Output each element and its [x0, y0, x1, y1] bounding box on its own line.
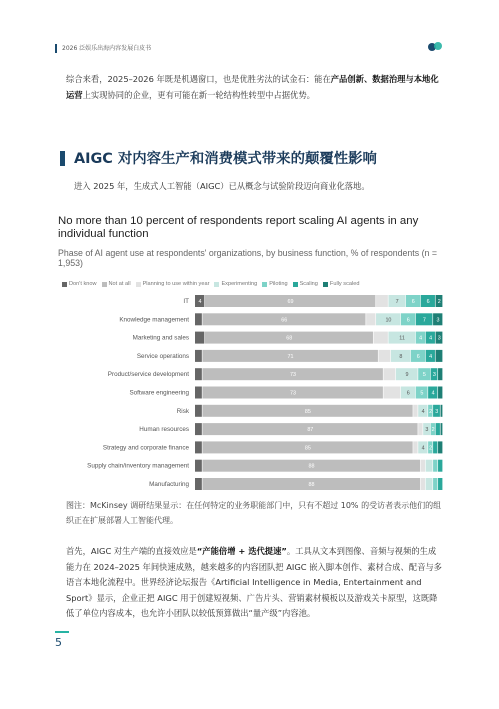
section-accent-bar [60, 151, 65, 166]
intro-text-2: 上实现协同的企业，更有可能在新一轮结构性转型中占据优势。 [82, 89, 315, 100]
bar-value-label: 4 [431, 390, 435, 397]
brand-logo-icon [428, 42, 442, 52]
bar-segment [421, 460, 425, 472]
category-label: Product/service development [107, 371, 189, 379]
legend-label: Scaling [299, 281, 318, 287]
intro-bold: 产品创新、数据治理与本地化运营 [66, 74, 439, 100]
bar-segment [413, 441, 417, 453]
legend-label: Piloting [269, 281, 288, 287]
category-label: Supply chain/inventory management [87, 462, 189, 470]
bar-segment [195, 460, 202, 472]
bar-segment [418, 423, 422, 435]
bar-segment [441, 405, 443, 417]
legend-label: Fully scaled [329, 281, 360, 287]
bar-value-label: 5 [422, 372, 426, 379]
bar-value-label: 3 [436, 317, 440, 324]
section-subtitle: 进入 2025 年，生成式人工智能（AIGC）已从概念与试验阶段迈向商业化落地。 [74, 181, 370, 191]
header-accent-bar [55, 44, 57, 53]
bar-value-label: 4 [429, 353, 433, 360]
body-text-1: 首先，AIGC 对生产端的直接效应是 [66, 546, 197, 556]
intro-paragraph [66, 72, 444, 103]
figure-caption: 图注：McKinsey 调研结果显示：在任何特定的业务职能部门中，只有不超过 10% 的受访者表示他们的组织正在扩展部署人工智能代理。 [66, 501, 442, 525]
page-number-accent [55, 631, 69, 633]
legend-item [262, 281, 287, 287]
category-label: Risk [176, 407, 189, 415]
bar-value-label: 87 [307, 427, 314, 434]
bar-segment [441, 423, 443, 435]
bar-value-label: 85 [304, 445, 311, 452]
category-label: Marketing and sales [132, 334, 189, 342]
bar-value-label: 3 [425, 427, 429, 434]
bar-value-label: 2 [429, 445, 433, 452]
bar-segment [374, 332, 388, 344]
bar-value-label: 5 [420, 390, 424, 397]
bar-value-label: 3 [435, 408, 439, 415]
bar-value-label: 3 [432, 372, 436, 379]
legend-item [62, 281, 97, 287]
bar-value-label: 7 [422, 317, 426, 324]
legend-swatch [293, 282, 298, 287]
bar-value-label: 2 [431, 427, 435, 434]
bar-segment [376, 295, 388, 307]
bar-value-label: 6 [416, 353, 420, 360]
bar-value-label: 88 [308, 482, 315, 488]
stacked-bar-chart [0, 290, 499, 495]
category-label: Strategy and corporate finance [102, 444, 189, 452]
bar-segment [366, 313, 375, 325]
legend-item [214, 281, 257, 287]
bar-value-label: 3 [437, 335, 441, 342]
bar-value-label: 9 [405, 372, 409, 379]
category-label: Service operations [136, 352, 189, 360]
bar-segment [438, 460, 442, 472]
category-label: Software engineering [129, 389, 189, 397]
bar-segment [438, 441, 442, 453]
bar-segment [195, 441, 202, 453]
bar-segment [413, 405, 417, 417]
bar-segment [195, 350, 202, 362]
legend-item [293, 281, 318, 287]
bar-segment [433, 478, 437, 490]
category-label: Human resources [139, 426, 189, 434]
bar-value-label: 4 [421, 445, 425, 452]
bar-value-label: 2 [429, 408, 433, 415]
running-header: 2026 泛娱乐出海内容发展白皮书 [62, 45, 152, 52]
legend-swatch [262, 282, 267, 287]
bar-segment [195, 313, 202, 325]
chart-subtitle: Phase of AI agent use at respondents' organizations, by business function, % of respondents (n = 1,953) [58, 248, 437, 268]
bar-value-label: 2 [437, 299, 441, 305]
bar-segment [436, 350, 443, 362]
chart-legend [62, 281, 359, 287]
bar-value-label: 88 [308, 463, 315, 470]
bar-value-label: 4 [429, 335, 433, 342]
legend-item [136, 281, 210, 287]
bar-segment [195, 405, 202, 417]
bar-value-label: 6 [411, 299, 415, 305]
bar-segment [433, 441, 437, 453]
bar-segment [195, 423, 202, 435]
page-number: 5 [55, 636, 62, 649]
bar-segment [438, 478, 442, 490]
intro-text-1: 综合来看，2025–2026 年既是机遇窗口，也是优胜劣汰的试金石：能在 [66, 74, 331, 84]
bar-segment [433, 460, 437, 472]
bar-segment [421, 478, 425, 490]
body-text-2: 。工具从文本到图像、音频与视频的生成能力在 2024–2025 年间快速成熟，越来越多的内容团队把 AIGC 嵌入脚本创作、素材合成、配音与多语言本地化流程中。世界经济论坛报告《Artificial Intelligence in Media, Entertainment and Sport》显示，企业正把 AIGC 用于创建短视频、广告片头、营销素材模板以及游戏关卡原型，这既降低了单位内容成本，也允许小团队以较低预算做出“量产级”内容池。 [66, 546, 442, 618]
legend-label: Experimenting [221, 281, 258, 287]
legend-label: Planning to use within year [142, 281, 210, 287]
bar-segment [383, 368, 395, 380]
bar-value-label: 71 [287, 353, 294, 360]
bar-value-label: 4 [419, 335, 423, 342]
bar-value-label: 69 [287, 299, 294, 305]
bar-value-label: 8 [399, 353, 403, 360]
legend-item [323, 281, 360, 287]
bar-segment [426, 460, 433, 472]
body-bold: “产能倍增 + 迭代提速” [196, 546, 287, 556]
category-label: IT [183, 298, 189, 305]
legend-swatch [102, 282, 107, 287]
legend-swatch [214, 282, 219, 287]
bar-value-label: 73 [289, 390, 296, 397]
legend-label: Not at all [108, 281, 131, 287]
bar-segment [383, 387, 400, 399]
chart-title: No more than 10 percent of respondents report scaling AI agents in any individual function [58, 215, 419, 240]
bar-segment [195, 332, 204, 344]
bar-value-label: 10 [385, 317, 392, 324]
legend-item [102, 281, 131, 287]
bar-value-label: 4 [421, 408, 425, 415]
bar-value-label: 4 [198, 299, 202, 305]
bar-value-label: 73 [289, 372, 296, 379]
bar-value-label: 11 [399, 335, 405, 342]
body-paragraph [66, 544, 444, 622]
bar-segment [379, 350, 391, 362]
category-label: Manufacturing [149, 481, 189, 488]
section-title: AIGC 对内容生产和消费模式带来的颠覆性影响 [74, 151, 377, 167]
bar-segment [438, 387, 442, 399]
bar-value-label: 6 [406, 390, 410, 397]
bar-segment [436, 423, 440, 435]
bar-value-label: 85 [304, 408, 311, 415]
category-label: Knowledge management [119, 316, 189, 324]
bar-value-label: 6 [406, 317, 410, 324]
bar-value-label: 7 [395, 299, 399, 305]
bar-segment [195, 387, 202, 399]
bar-value-label: 6 [426, 299, 430, 305]
legend-swatch [62, 282, 67, 287]
legend-swatch [136, 282, 141, 287]
bar-value-label: 66 [281, 317, 288, 324]
bar-segment [426, 478, 433, 490]
bar-segment [195, 478, 202, 490]
bar-segment [195, 368, 202, 380]
bar-segment [438, 368, 442, 380]
legend-label: Don't know [69, 281, 97, 287]
legend-swatch [323, 282, 328, 287]
bar-value-label: 68 [286, 335, 293, 342]
